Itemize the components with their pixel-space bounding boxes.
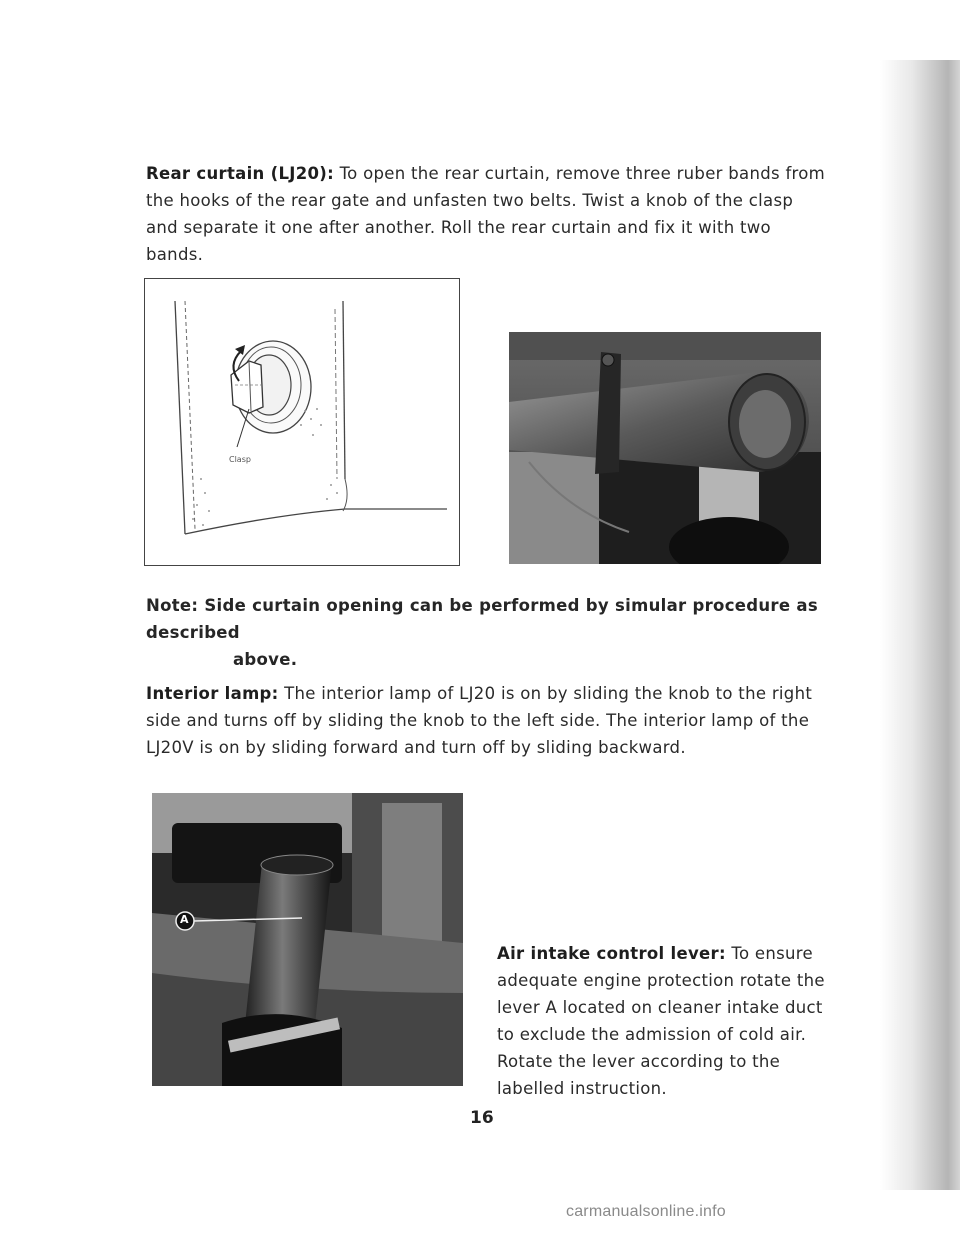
clasp-drawing xyxy=(145,279,459,565)
note-line-1: Note: Side curtain opening can be performed by simular procedure as described xyxy=(146,596,818,642)
rolled-curtain-photo xyxy=(509,332,821,564)
page-number: 16 xyxy=(470,1108,494,1128)
air-intake-paragraph xyxy=(497,940,827,1102)
watermark: carmanualsonline.info xyxy=(566,1203,726,1220)
callout-a-label: A xyxy=(180,913,189,926)
rear-curtain-body: To open the rear curtain, remove three ruber bands from the hooks of the rear gate and unfasten two belts. Twist a knob of the clasp and separate it one after another. Roll the rear curtain and fix it with two bands. xyxy=(146,164,826,264)
interior-lamp-body: The interior lamp of LJ20 is on by sliding the knob to the right side and turns off by sliding the knob to the left side. The interior lamp of the LJ20V is on by sliding forward and turn off by sliding backward. xyxy=(146,684,813,757)
air-intake-body: To ensure adequate engine protection rotate the lever A located on cleaner intake duct to exclude the admission of cold air. Rotate the lever according to the labelled instruction. xyxy=(497,944,825,1098)
clasp-label: Clasp xyxy=(229,455,251,464)
interior-lamp-paragraph xyxy=(146,680,826,761)
page-edge-shadow xyxy=(880,60,960,1190)
note-line-2: above. xyxy=(233,650,298,669)
air-intake-heading: Air intake control lever: xyxy=(497,944,726,963)
rear-curtain-heading: Rear curtain (LJ20): xyxy=(146,164,335,183)
air-intake-lever-image xyxy=(152,793,463,1086)
note-paragraph xyxy=(146,592,836,673)
clasp-diagram xyxy=(144,278,460,566)
interior-lamp-heading: Interior lamp: xyxy=(146,684,279,703)
rolled-curtain-image xyxy=(509,332,821,564)
rear-curtain-paragraph xyxy=(146,160,826,268)
air-intake-lever-photo xyxy=(152,793,463,1086)
